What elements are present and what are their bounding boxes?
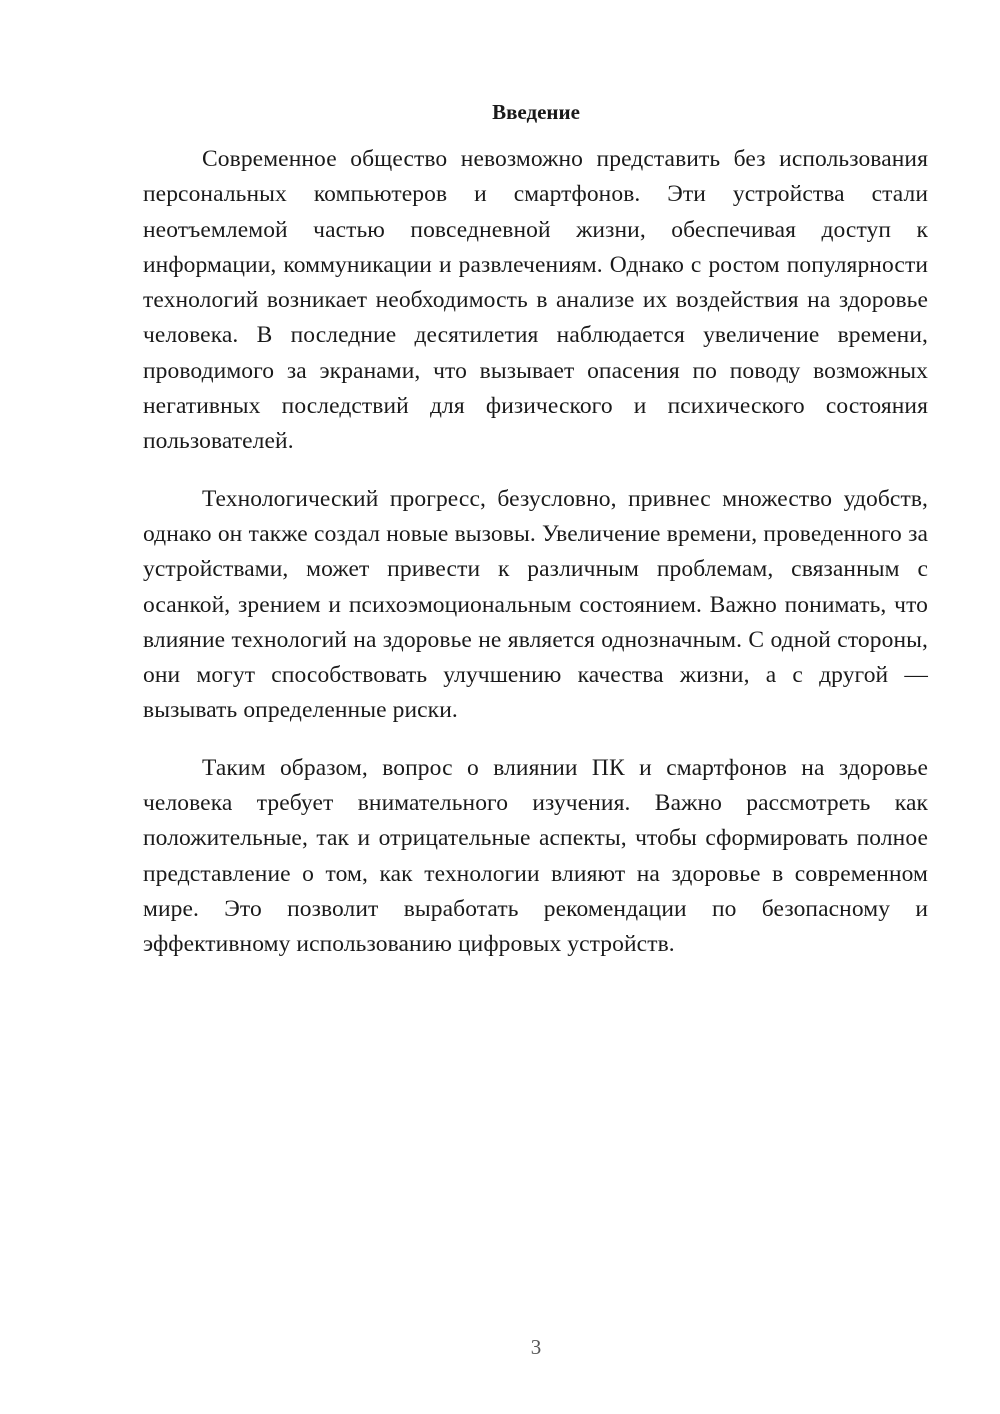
paragraph-3: Таким образом, вопрос о влиянии ПК и смартфонов на здоровье человека требует внимательного изучения. Важно рассмотреть как положительные, так и отрицательные аспекты, чтобы сформировать полное представление о том, как технологии влияют на здоровье в современном мире. Это позволит выработать рекомендации по безопасному и эффективному использованию цифровых устройств.	[143, 754, 928, 958]
paragraph-2: Технологический прогресс, безусловно, привнес множество удобств, однако он также создал новые вызовы. Увеличение времени, проведенного за устройствами, может привести к различным проблемам, связанным с осанкой, зрением и психоэмоциональным состоянием. Важно понимать, что влияние технологий на здоровье не является однозначным. С одной стороны, они могут способствовать улучшению качества жизни, а с другой — вызывать определенные риски.	[143, 485, 928, 724]
section-heading: Введение	[492, 100, 580, 124]
page-number: 3	[530, 1335, 542, 1359]
paragraph-1: Современное общество невозможно представить без использования персональных компьютеров и смартфонов. Эти устройства стали неотъемлемой частью повседневной жизни, обеспечивая доступ к информации, коммуникации и развлечениям. Однако с ростом популярности технологий возникает необходимость в анализе их воздействия на здоровье человека. В последние десятилетия наблюдается увеличение времени, проводимого за экранами, что вызывает опасения по поводу возможных негативных последствий для физического и психического состояния пользователей.	[143, 146, 928, 455]
body-text	[143, 142, 928, 985]
